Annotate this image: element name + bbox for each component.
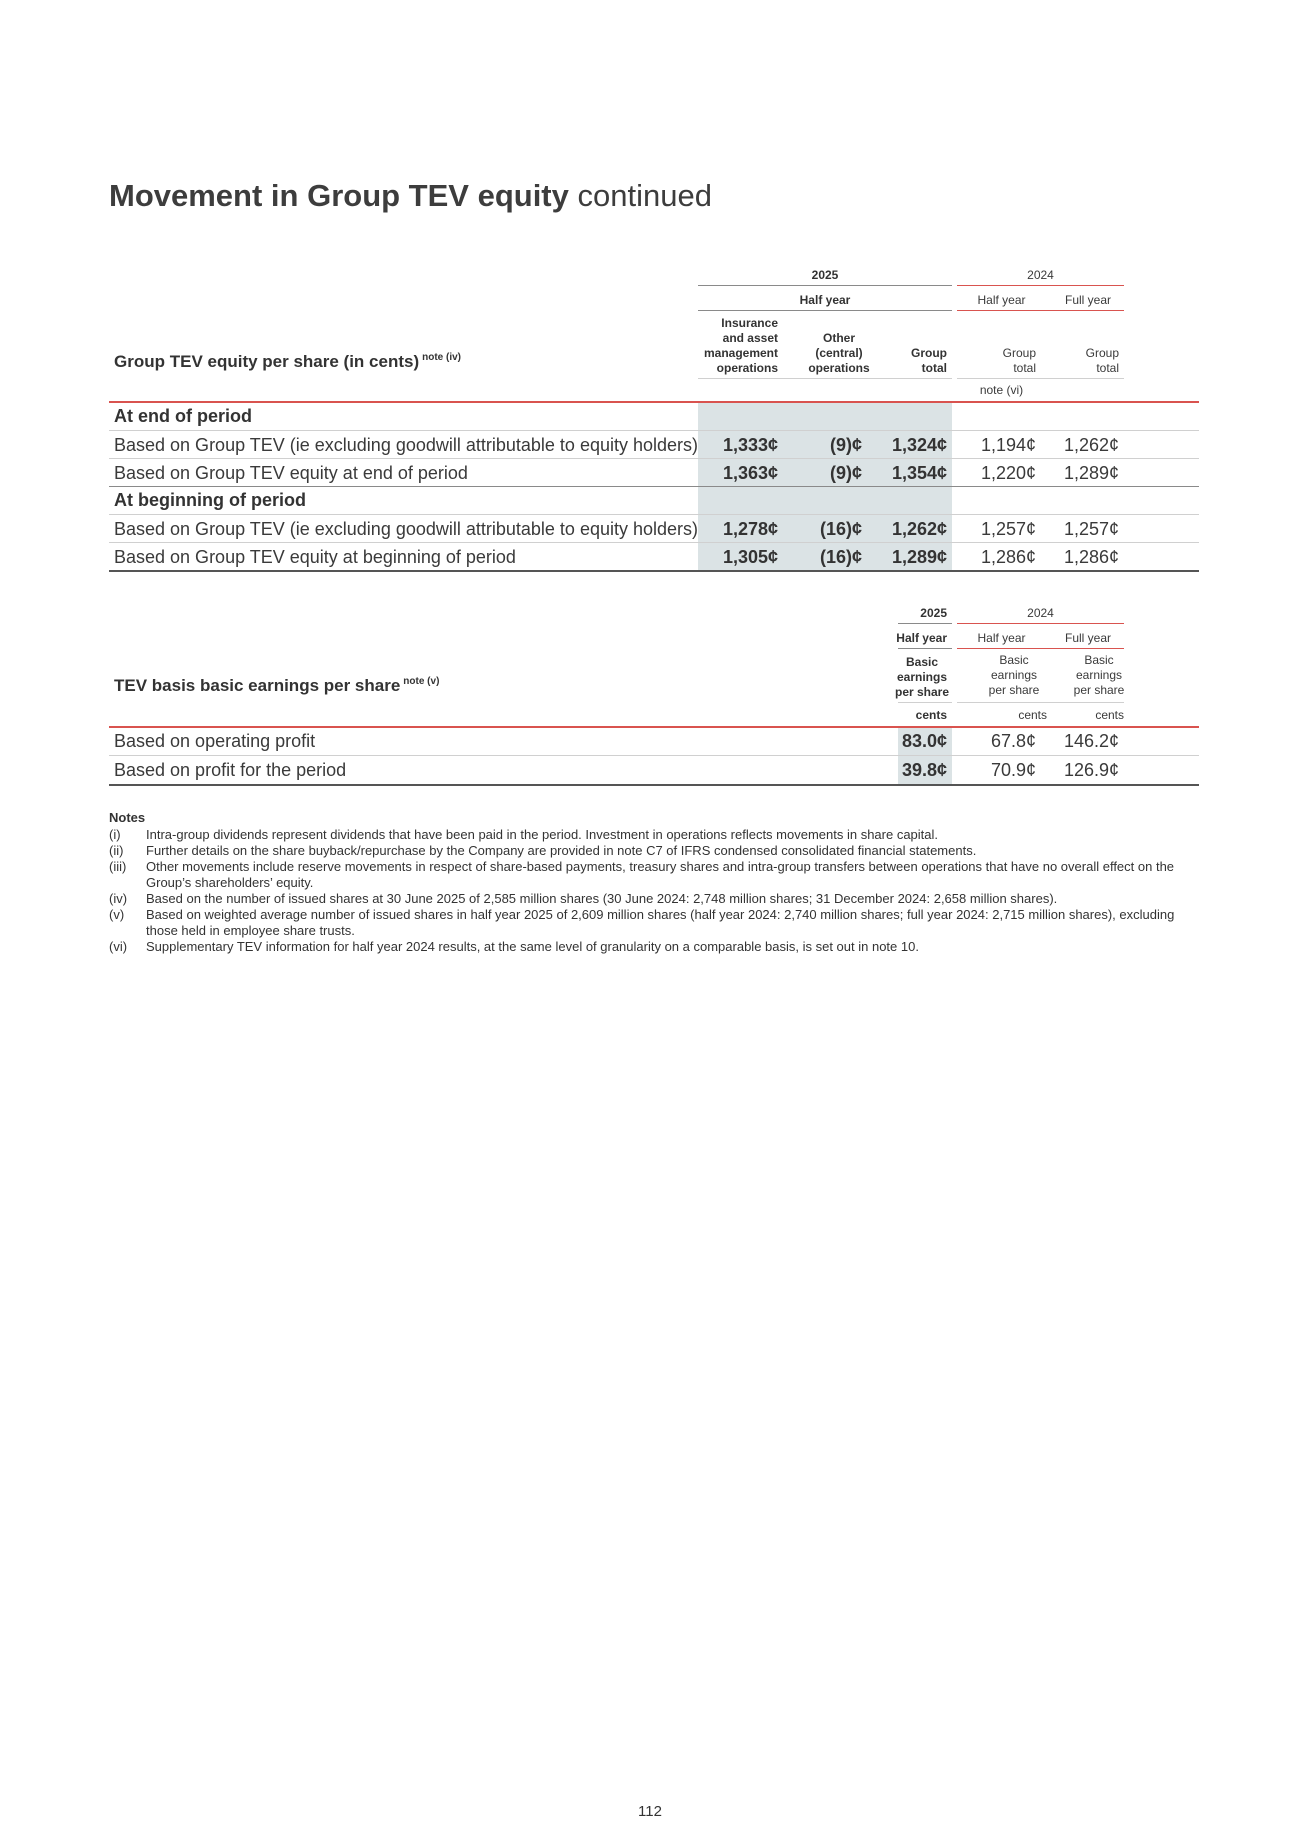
cell-prior-full: 1,289¢ [1063,463,1119,483]
note-text: Intra-group dividends represent dividends that have been paid in the period. Investment in operations reflects movements in share capital. [146,827,939,842]
col-eps-line: Basic [905,655,939,669]
col-insurance-header [698,316,778,376]
table2-title [114,676,439,696]
col-insurance-line: management [703,346,778,360]
note-text: Further details on the share buyback/repurchase by the Company are provided in note C7 of IFRS condensed consolidated financial statements. [146,843,977,858]
cell-prior-half: 1,194¢ [980,435,1036,455]
page-title-continued: continued [577,178,712,213]
cell-group: 1,354¢ [891,463,947,483]
year-2024-rule [957,623,1124,624]
col-group-total-header [879,346,947,376]
year-2025-rule [698,285,952,286]
table2-title-text: TEV basis basic earnings per share [114,676,401,695]
table2-bottom-rule [109,784,1199,786]
cell-group: 1,324¢ [891,435,947,455]
cell-current: 39.8¢ [901,760,947,780]
year-2025-header: 2025 [811,268,839,282]
page-title-bold: Movement in Group TEV equity [109,178,569,213]
col-group-line: Group [911,346,947,360]
half-year-2025-rule [898,648,952,649]
col-eps-line: earnings [1075,668,1123,682]
page-title [109,178,712,214]
cell-group: 1,289¢ [891,547,947,567]
note-text: Other movements include reserve movements in respect of share-based payments, treasury shares and intra-group transfers between operations that have no overall effect on the Group’s shareholders’ equity. [146,859,1175,890]
full-year-2024-header: Full year [1064,293,1111,307]
header-rule [898,702,952,703]
col-eps-line: per share [894,685,950,699]
unit-prior-half: cents [1018,708,1047,722]
cell-other: (9)¢ [829,463,862,483]
cell-prior-half: 1,220¢ [980,463,1036,483]
row-label: Based on Group TEV (ie excluding goodwill attributable to equity holders) [114,519,699,539]
note-item [109,827,1199,843]
col-insurance-line: operations [716,361,778,375]
row-label: Based on profit for the period [114,760,347,780]
cell-prior-half: 1,286¢ [980,547,1036,567]
cell-prior-half: 67.8¢ [990,731,1036,751]
col-prior-half-line: Group [1002,346,1036,360]
cell-prior-full: 126.9¢ [1063,760,1119,780]
cell-prior-full: 1,262¢ [1063,435,1119,455]
col-insurance-line: Insurance [721,316,778,330]
col-eps-line: Basic [999,653,1029,667]
col-eps-line: earnings [896,670,947,684]
cell-current: 83.0¢ [901,731,947,751]
col-other-header [799,331,879,376]
cell-insurance: 1,305¢ [722,547,778,567]
cell-insurance: 1,363¢ [722,463,778,483]
cell-insurance: 1,333¢ [722,435,778,455]
page-number: 112 [638,1803,662,1820]
row-label: Based on Group TEV equity at end of period [114,463,468,483]
row-label: Based on Group TEV equity at beginning of period [114,547,516,567]
section-heading: At end of period [114,406,252,426]
cell-other: (16)¢ [819,547,862,567]
half-year-2025-header: Half year [799,293,851,307]
note-text: Based on weighted average number of issued shares in half year 2025 of 2,609 million shares (half year 2024: 2,740 million shares; full year 2024: 2,715 million shares), excluding those held in employee share trusts. [146,907,1175,938]
col-prior-full-line: Group [1085,346,1119,360]
row-label: Based on operating profit [114,731,316,751]
year-2025-rule [898,623,952,624]
col-insurance-line: and asset [722,331,778,345]
note-item [109,939,1199,955]
col-prior-full-line: total [1096,361,1119,375]
col-other-line: Other [822,331,855,345]
notes-heading: Notes [109,810,146,825]
note-number: (i) [109,827,121,842]
note-number: (v) [109,907,125,922]
note-item [109,859,1199,891]
prior-half-note: note (vi) [979,383,1024,397]
table1-bottom-rule [109,570,1199,572]
cell-other: (16)¢ [819,519,862,539]
note-number: (ii) [109,843,124,858]
table1-title-note: note (iv) [422,352,462,364]
year-2025-header: 2025 [920,606,947,620]
col-group-line: total [921,361,947,375]
row-label: Based on Group TEV (ie excluding goodwill attributable to equity holders) [114,435,699,455]
col-eps-2025-header [883,655,961,700]
cell-prior-half: 1,257¢ [980,519,1036,539]
unit-2025: cents [915,708,947,722]
cell-other: (9)¢ [829,435,862,455]
cell-prior-full: 1,286¢ [1063,547,1119,567]
header-rule-prior [957,378,1124,379]
half-year-2024-header: Half year [977,293,1026,307]
col-prior-half-header [957,346,1036,376]
col-eps-line: Basic [1084,653,1114,667]
note-number: (iii) [109,859,127,874]
cell-prior-full: 1,257¢ [1063,519,1119,539]
period-2024-rule [957,310,1124,311]
tev-basic-eps-table [109,600,1199,790]
table1-title-text: Group TEV equity per share (in cents) [114,352,420,371]
year-2024-rule [957,285,1124,286]
cell-insurance: 1,278¢ [722,519,778,539]
cell-group: 1,262¢ [891,519,947,539]
half-year-2024-header: Half year [977,631,1026,645]
col-eps-line: earnings [990,668,1038,682]
year-2024-header: 2024 [1027,606,1054,620]
col-other-line: (central) [815,346,863,360]
cell-prior-half: 70.9¢ [990,760,1036,780]
col-prior-full-header [1052,346,1119,376]
note-item [109,891,1199,907]
note-text: Supplementary TEV information for half year 2024 results, at the same level of granularity on a comparable basis, is set out in note 10. [146,939,919,954]
table2-title-note: note (v) [403,676,440,688]
cell-prior-full: 146.2¢ [1063,731,1119,751]
col-eps-line: per share [1073,683,1125,697]
note-text: Based on the number of issued shares at 30 June 2025 of 2,585 million shares (30 June 2024: 2,748 million shares; 31 December 2024: 2,658 million shares). [146,891,1058,906]
col-eps-prior-full-header [1064,653,1134,698]
note-number: (vi) [109,939,128,954]
half-year-2025-header: Half year [896,631,947,645]
full-year-2024-header: Full year [1064,631,1111,645]
section-heading: At beginning of period [114,490,306,510]
col-other-line: operations [808,361,870,375]
group-tev-equity-per-share-table [109,262,1199,572]
header-rule [698,378,952,379]
col-eps-line: per share [988,683,1040,697]
table1-top-rule [109,401,1199,403]
header-rule-prior [957,702,1124,703]
period-2024-rule [957,648,1124,649]
note-item [109,907,1199,939]
notes-section [109,810,1199,955]
note-number: (iv) [109,891,128,906]
table1-title [114,352,461,372]
year-2024-header: 2024 [1027,268,1054,282]
half-year-2025-rule [698,310,952,311]
col-eps-prior-half-header [979,653,1049,698]
col-prior-half-line: total [1013,361,1036,375]
unit-prior-full: cents [1095,708,1124,722]
note-item [109,843,1199,859]
